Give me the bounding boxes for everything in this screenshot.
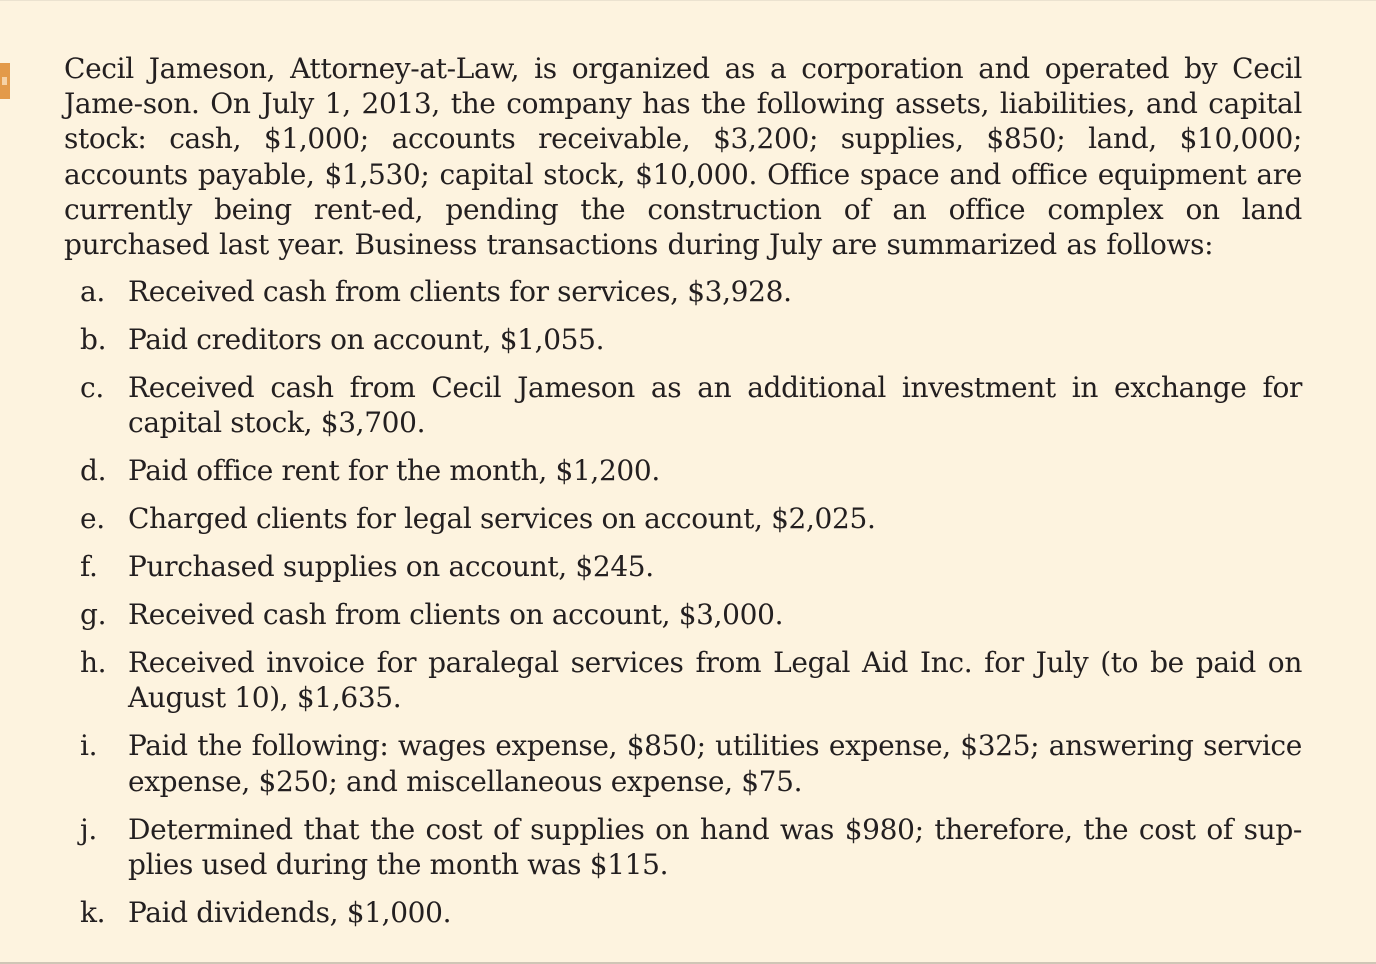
transaction-list: [80, 274, 1302, 943]
transaction-j: [80, 812, 1302, 882]
transaction-b: [80, 322, 1302, 357]
transaction-text: Paid dividends, $1,000.: [128, 895, 452, 929]
transaction-text: Determined that the cost of supplies on hand was $980; therefore, the cost of sup-plies used during the month was $115.: [128, 812, 1302, 881]
transaction-f: [80, 549, 1302, 584]
transaction-c: [80, 370, 1302, 440]
transaction-text: Purchased supplies on account, $245.: [128, 550, 654, 584]
transaction-letter: c.: [80, 371, 104, 404]
transaction-letter: k.: [80, 895, 106, 929]
transaction-text: Paid office rent for the month, $1,200.: [128, 454, 660, 488]
transaction-letter: f.: [80, 550, 98, 584]
transaction-text: Charged clients for legal services on account, $2,025.: [128, 502, 876, 536]
transaction-text: Received cash from Cecil Jameson as an additional investment in exchange for capital stock, $3,700.: [128, 371, 1302, 440]
transaction-letter: d.: [80, 454, 107, 488]
transaction-letter: e.: [80, 502, 105, 536]
problem-intro-paragraph: Cecil Jameson, Attorney-at-Law, is organized as a corporation and operated by Cecil Jame-son. On July 1, 2013, the company has the following assets, liabilities, and capital stock: cash, $1,000; accounts receivable, $3,200; supplies, $850; land, $10,000; accounts payable, $1,530; capital stock, $10,000. Office space and office equipment are currently being rent-ed, pending the construction of an office complex on land purchased last year. Business transactions during July are summarized as follows:: [64, 52, 1302, 262]
transaction-letter: g.: [80, 598, 107, 632]
transaction-text: Paid the following: wages expense, $850; utilities expense, $325; answering service expense, $250; and miscellaneous expense, $75.: [128, 729, 1302, 798]
transaction-letter: j.: [80, 812, 97, 846]
transaction-text: Paid creditors on account, $1,055.: [128, 323, 605, 356]
transaction-letter: b.: [80, 323, 107, 356]
transaction-text: Received cash from clients for services, $3,928.: [128, 275, 792, 308]
transaction-d: [80, 453, 1302, 488]
transaction-text: Received invoice for paralegal services from Legal Aid Inc. for July (to be paid on August 10), $1,635.: [128, 646, 1302, 715]
transaction-k: [80, 895, 1302, 930]
transaction-letter: h.: [80, 646, 107, 680]
transaction-e: [80, 501, 1302, 536]
transaction-letter: i.: [80, 729, 98, 763]
transaction-g: [80, 597, 1302, 632]
transaction-h: [80, 645, 1302, 715]
transaction-a: [80, 274, 1302, 309]
page-edge-marker: [0, 63, 10, 99]
transaction-text: Received cash from clients on account, $3,000.: [128, 598, 784, 632]
transaction-i: [80, 728, 1302, 798]
transaction-letter: a.: [80, 275, 105, 308]
